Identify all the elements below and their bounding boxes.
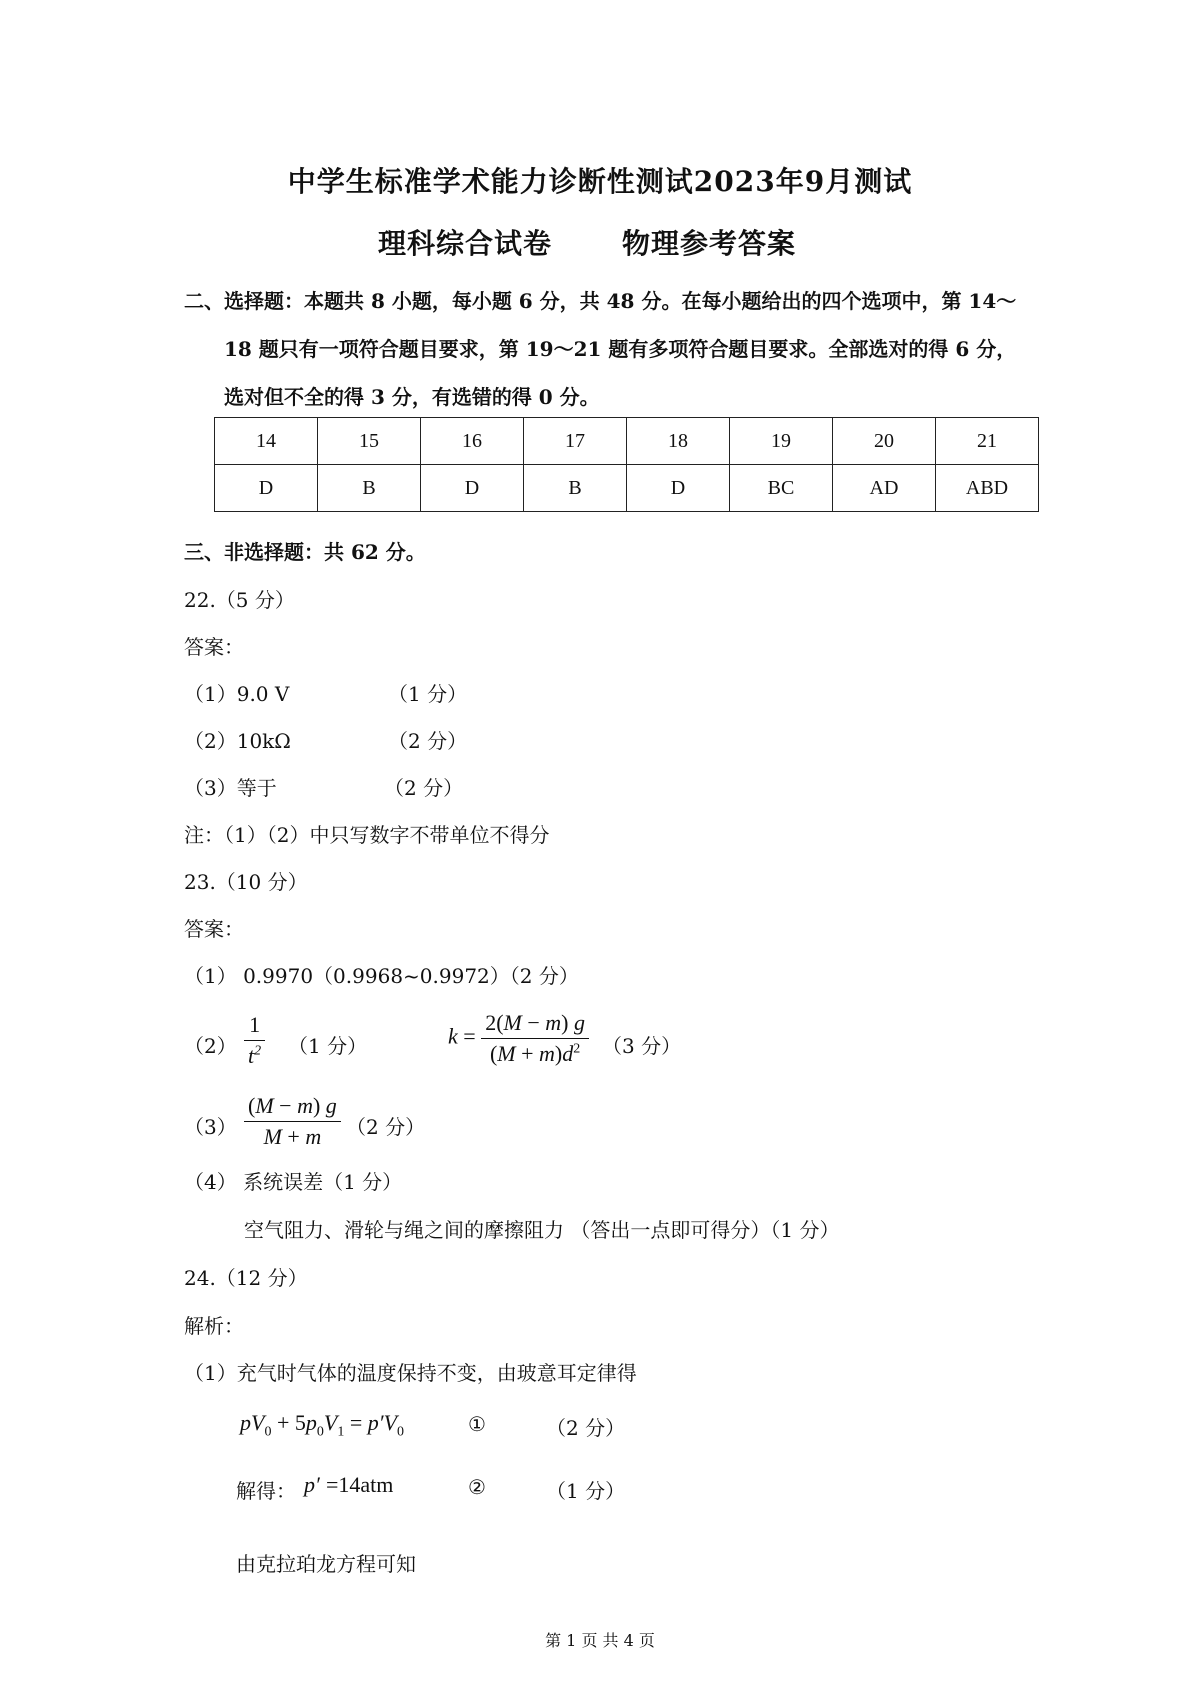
- table-cell: D: [627, 465, 730, 512]
- page-footer: 第 1 页 共 4 页: [545, 1631, 655, 1650]
- q23-item4-sub: 空气阻力、滑轮与绳之间的摩擦阻力 （答出一点即可得分）（1 分）: [244, 1218, 840, 1242]
- q23-item2-score1: （1 分）: [288, 1034, 368, 1058]
- q23-answer-label: 答案：: [184, 917, 244, 941]
- q24-eq1: $pV_0 + 5p_0V_1 = p'V_0$: [240, 1410, 405, 1440]
- table-cell: B: [524, 465, 627, 512]
- q24-item1: （1）充气时气体的温度保持不变，由玻意耳定律得: [184, 1361, 637, 1385]
- q22-item2: （2）10kΩ: [184, 729, 291, 753]
- q24-eq1-score: （2 分）: [546, 1416, 626, 1440]
- q22-item2-score: （2 分）: [388, 729, 468, 753]
- table-cell: 14: [215, 418, 318, 465]
- q23-item4: （4） 系统误差（1 分）: [184, 1170, 403, 1194]
- q22-answer-label: 答案：: [184, 635, 244, 659]
- q24-heading: 24.（12 分）: [184, 1266, 308, 1290]
- table-cell: 17: [524, 418, 627, 465]
- q24-eq2-score: （1 分）: [546, 1479, 626, 1503]
- q23-item3-formula: $\frac{(M - m) g}{M + m}$: [244, 1093, 341, 1150]
- section3-heading: 三、非选择题：共 62 分。: [184, 540, 426, 564]
- q24-eq2-symbol: p′: [304, 1472, 320, 1497]
- q23-item2-score2: （3 分）: [602, 1034, 682, 1058]
- q23-item2-k-formula: k = $\frac{2(M - m) g}{(M + m)d^2}$: [448, 1010, 589, 1067]
- q24-eq1-mark: ①: [468, 1412, 486, 1436]
- table-cell: 20: [833, 418, 936, 465]
- section2-line1: 二、选择题：本题共 8 小题，每小题 6 分，共 48 分。在每小题给出的四个选项中，第 14～: [184, 289, 1017, 313]
- table-cell: 18: [627, 418, 730, 465]
- q23-item1: （1） 0.9970（0.9968~0.9972）（2 分）: [184, 964, 579, 988]
- q22-item3: （3）等于: [184, 776, 277, 800]
- table-cell: 15: [318, 418, 421, 465]
- q22-item1: （1）9.0 V: [184, 682, 290, 706]
- q22-note: 注：（1）（2）中只写数字不带单位不得分: [184, 823, 550, 847]
- q23-heading: 23.（10 分）: [184, 870, 308, 894]
- table-cell: D: [215, 465, 318, 512]
- table-cell: AD: [833, 465, 936, 512]
- q24-analysis-label: 解析：: [184, 1314, 244, 1338]
- q23-item2-label: （2）: [184, 1034, 237, 1058]
- table-cell: 21: [936, 418, 1039, 465]
- table-cell: 19: [730, 418, 833, 465]
- title-line2-right: 物理参考答案: [622, 227, 797, 260]
- q22-heading: 22.（5 分）: [184, 588, 295, 612]
- table-cell: 16: [421, 418, 524, 465]
- q24-follow: 由克拉珀龙方程可知: [236, 1552, 416, 1576]
- table-row: [215, 418, 1039, 465]
- table-cell: B: [318, 465, 421, 512]
- q24-eq2-prefix: 解得：: [236, 1479, 296, 1503]
- q23-item3-score: （2 分）: [346, 1115, 426, 1139]
- q24-eq2-mark: ②: [468, 1475, 486, 1499]
- q24-eq2-value: =14atm: [326, 1472, 394, 1497]
- title-line2-left: 理科综合试卷: [378, 227, 553, 260]
- table-cell: ABD: [936, 465, 1039, 512]
- title-line1: 中学生标准学术能力诊断性测试2023年9月测试: [287, 165, 913, 198]
- answer-table: [214, 417, 1039, 512]
- q22-item3-score: （2 分）: [384, 776, 464, 800]
- section2-line2: 18 题只有一项符合题目要求，第 19～21 题有多项符合题目要求。全部选对的得 6 分，: [224, 337, 1017, 361]
- q23-item3-label: （3）: [184, 1115, 237, 1139]
- table-row: [215, 465, 1039, 512]
- table-cell: D: [421, 465, 524, 512]
- table-cell: BC: [730, 465, 833, 512]
- q23-item2-fraction-1-over-t2: $\frac{1}{t^2}$: [244, 1012, 265, 1069]
- q22-item1-score: （1 分）: [388, 682, 468, 706]
- section2-line3: 选对但不全的得 3 分，有选错的得 0 分。: [224, 385, 600, 409]
